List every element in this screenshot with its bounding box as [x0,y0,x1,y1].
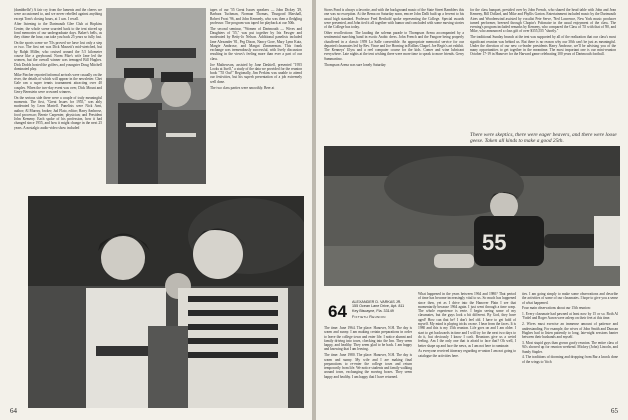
paragraph: 3. Most stupid guys than grown goofy reunion. The entire class of 94's showed up for reunion weekend. Mickey (John) Lincoln, and Sandy Stapler. [522,340,618,354]
right-col-1-bottom [324,326,412,412]
paragraph: 4. The traditions of dooming and dropping from Bar a knock done of the wings to 'fitch [522,355,618,364]
paragraph: Mike Fincher reported informal arrivals were casually on the river, the details of which will appear in the newsletter. Chet Gale ran a super tennis tournament attracting over 40 couples. When the two-day event was over, Dick Mount and Gerry Bernstein were crowned winners. [14,72,102,94]
class-secretary-address [352,300,408,320]
paragraph: On the serious side there were a couple of truly meaningful moments. The first, "Great Issues for 1955," was ably moderated by Leon Martell. Panelists were Nick Arnt, author; Al Murray, broker; Jud Flato, editor; Harry Ambrose, food processor; Bernie Carpenter, physician; and President John Kemeny. Each spoke of his profession, how it had changed since 1955, and how it might change in the next 25 years. A nostalgic audio-video show included [14,95,102,130]
photo-man-grass [324,146,620,286]
address-line: 155 Ocean Lane Drive, Apt. 811 [352,304,405,309]
photo-crowd-svg [28,196,304,408]
paragraph: tapes of our '55 Great Issues speakers — John Dickey '29, Barbara Tuchman, Norman Thomas, Thurgood Marshall, Robert Frost '96, and John Kennedy, who was then a fledgling professor. The program was taped for playback at our 50th. [210,8,302,25]
right-col-2-top [470,8,616,130]
paragraph: (dumbbells!) A fair cry from the laments and the cheers we were accustomed to, and we never rebelled against anything except Tom's closing hours, at 1 a.m. I recall. [14,8,102,21]
paragraph: What happened in the years between 1964 and 1980? That period of time has become increasingly vital to us. So much has happened since then, yet as I drive into the Hanover Plain I see that momentarily because 1964 again. I just went through a time warp. The whole experience is eerie. I begin seeing some of my classmates, but the guys look a bit different. By God, they have aged! How can that be? I don't feel old. I have to get hold of myself. My mind is playing tricks on me. I hear from the faces. It is 1980 and this is my 15th reunion. Life goes on and I am older. I start to get backwards in time and I will try for the next two days to do it, but obviously I know I can't. Reunions give us a weird feeling. Am I the only one that is afraid to face that? Oh well, I better shape up and face the news, as I am not here to ruminate. [418,292,516,348]
paragraph: The traditional Sunday brunch at the tent was supported by all of the realization that our class's most significant reunion was behind us. But there is no reason why our 30th can't be just as meaningful. Under the direction of our new co-leader presidents Harry Ambrose, we'll be advising you of the many opportunities to get together in the meantime. The most important one is our mini-reunion October 17-19 in Hanover for the Harvard game celebrating 100 years of Dartmouth football. [470,35,616,57]
paragraph: ties. I am going simply to make some observations and describe the activities of some of our classmates. I hope to give you a sense of what happened. [522,292,618,305]
paragraph: Other recollections: The lauding the solemn parade to Thompson Arena accompanied by a sentimental marching band in exotic Arabic dress. John French and the Fangore being properly chauffered in a classic 1959 La Salle convertible. An appropriate memorial service for our departed classmates led by Rev. Vince and Joe Horning in Rollins Chapel. Joe Regis's art exhibit. The Kenneys' Ulyss and a reel computer course for the kids. Comer and wine lubricant everywhere. Late nights at the tent wishing there were more time to speak to more friends. Gerry Sammartino. [324,30,464,61]
page-number-right: 65 [611,407,618,415]
paragraph: 2. Wives must exercise an immense amount of patience and understanding. For example, the wives of John Smith and Duncan Hughes had to listen patiently to long, late-night sessions banter between their husbands and myself. [522,322,618,340]
address-line: Key Biscayne, Fla. 33149 [352,308,394,313]
photo-caption: There were skeptics, there were eager beavers, and there were loose geese. Taken all kinds to make a good 25th. [470,132,617,145]
paragraph: Storrs Pond is always a favorite, and with the background music of the State Street Ramblers this one was no exception. At the Bema on Saturday noon, emcee John Dalli built up a fervent to his usual high standard. Professor Fred Berthold spoke representing the College. Special awards were presented, and John tied it all together with humor and concluded with some moving stories of the College bus today. [324,8,464,30]
left-page [0,0,312,420]
paragraph: for the class banquet, presided over by John French, who shared the head table with John and Jean Kemeny, Bill Dollard, and Mike and Phyllis Garton. Entertainment included music by the Dartmouth Aires and Woodenwind assisted by vocalist Pete Serve, 'Ned Lawrence, New York music producer turned performer, breezed through Chopin's Polonaise in the usual enjoyment of the class. The evening's program included remarks by Kemeny, who compared the Class of '55 with that of '80, and Mike, who announced a class gift of over $355,555 "shortly." [470,8,616,34]
class-year-number: 64 [328,302,347,321]
reporter-label: Fiftieth Reunion [352,315,386,320]
paragraph: The two class parties were smoothly. Beer at [210,85,275,90]
photo-grass-svg [324,146,620,286]
paragraph: Four main observations about our 15th reunion: [522,306,591,311]
paragraph: The time: June 1980. The place: Hanover, N.H. The day is warm and sunny. My wife and I are making final preparations to re-enter the college town and return temporarily from life. We notice students and family walking around town, exchanging the moving boxes. They seem happy and healthy. I am happy that I have returned. [324,353,412,379]
paragraph: Joe Mathewson, assisted by Jane Dashiell, presented "1955 Looks at Itself," a study of the data we provided for the reunion book "'55 Out!" Regionally, Jim Perkins was unable to attend our festivities, but his superb presentation of a job extremely well done. [210,62,302,84]
right-page [316,0,628,420]
paragraph: After listening to the Dartmouth Glee Club at Hopkins Center, the whole scene scurried back to the tent stirred up fond memories of our undergraduate days. Baker's bells, as they chime the hour, can take you back 25 years so fully fast. [14,22,102,40]
photo-crowd [28,196,304,408]
jersey-number-graphic: 55 [482,230,507,255]
paragraph: 1. Every classmate had pawned at least now by 15 or so. Both Al 'Yodel and Roger Aaron were asleep on their feet at this time. [522,312,618,321]
paragraph: The time: June 1964. The place: Hanover, N.H. The day is warm and sunny. I am making certain preparations in order to leave the college town and enter life. I notice alumni and family driving into town, checking into the Inn. They seem happy, and healthy. They seem glad to be back. I am happy and knowing that I am leaving. [324,326,412,352]
photo-men-svg [106,8,206,184]
left-col-1 [14,8,102,176]
page-number-left: 64 [10,407,17,415]
address-line: ALEXANDER D. VARKAS JR. [352,300,402,304]
right-col-1-top [324,8,464,130]
left-col-2 [210,8,302,184]
paragraph: Thompson Arena was sure lonely Saturday [324,62,386,67]
right-col-2-bottom [418,292,516,412]
paragraph: As everyone received itinerary regarding re-union I am not going to catalogue the activities here. [418,349,516,358]
photo-reunion-men [106,8,206,184]
paragraph: The second seminar, "Women of Dartmouth — Wives and Daughters of '55," was put together by Iris Fawger and moderated by Betty-Jo Nelson. Additional panelists included Jane Alexander '81, Peg Dixon, Nancy Gore, Mary Lynn Kutz, Margie Ambrose, and Margot Zimmerman. This frank exchange was tremendously successful, with lively discussion resulting in the views's feeling more than ever a part of our class. [210,26,302,61]
paragraph: On the sports scene we '55s proved we have lost only a step or two. The first net was Dick Masseti's mid-stretched, but by Ralph Miller, who cruised around the 5.5 kilometer course like a greyhound. Norm Fike's wife Jane led the women, but the overall winner was teenaged Bill Hughes. Dick Dodds hosted the golfers, and youngster Doug Mitchell dominated play. [14,41,102,71]
right-col-3-bottom [522,292,618,404]
